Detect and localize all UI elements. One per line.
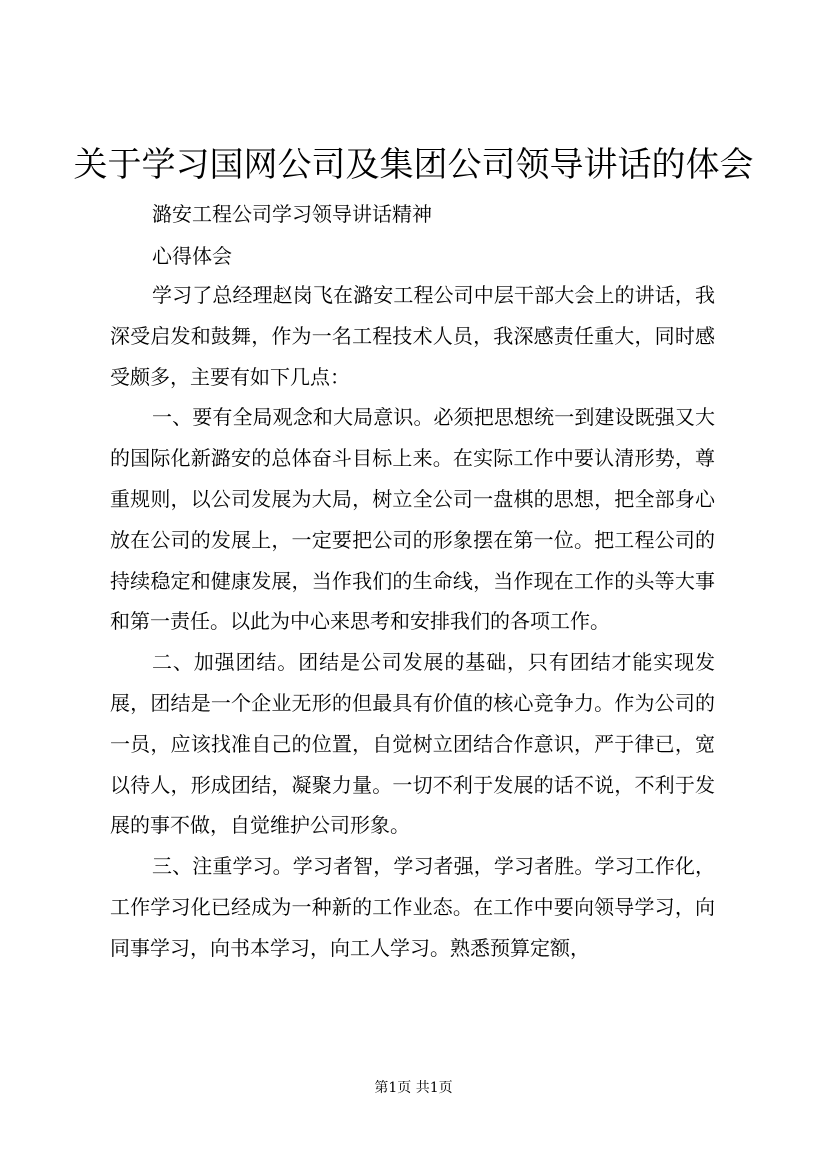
- subtitle-line-1: 潞安工程公司学习领导讲话精神: [152, 202, 432, 226]
- page-footer: 第1页 共1页: [374, 1080, 453, 1096]
- document-body: [110, 275, 715, 969]
- document-title: 关于学习国网公司及集团公司领导讲话的体会: [73, 145, 754, 185]
- body-paragraph: 二、加强团结。团结是公司发展的基础，只有团结才能实现发展，团结是一个企业无形的但最具有价值的核心竞争力。作为公司的一员，应该找准自己的位置，自觉树立团结合作意识，严于律已，宽以待人，形成团结，凝聚力量。一切不利于发展的话不说，不利于发展的事不做，自觉维护公司形象。: [110, 650, 715, 838]
- subtitle-line-2: 心得体会: [152, 244, 232, 268]
- body-paragraph: 一、要有全局观念和大局意识。必须把思想统一到建设既强又大的国际化新潞安的总体奋斗目标上来。在实际工作中要认清形势，尊重规则，以公司发展为大局，树立全公司一盘棋的思想，把全部身心放在公司的发展上，一定要把公司的形象摆在第一位。把工程公司的持续稳定和健康发展，当作我们的生命线，当作现在工作的头等大事和第一责任。以此为中心来思考和安排我们的各项工作。: [110, 405, 715, 634]
- body-paragraph: 学习了总经理赵岗飞在潞安工程公司中层干部大会上的讲话，我深受启发和鼓舞，作为一名工程技术人员，我深感责任重大，同时感受颇多，主要有如下几点：: [110, 283, 715, 389]
- body-paragraph: 三、注重学习。学习者智，学习者强，学习者胜。学习工作化，工作学习化已经成为一种新的工作业态。在工作中要向领导学习，向同事学习，向书本学习，向工人学习。熟悉预算定额，: [110, 854, 715, 960]
